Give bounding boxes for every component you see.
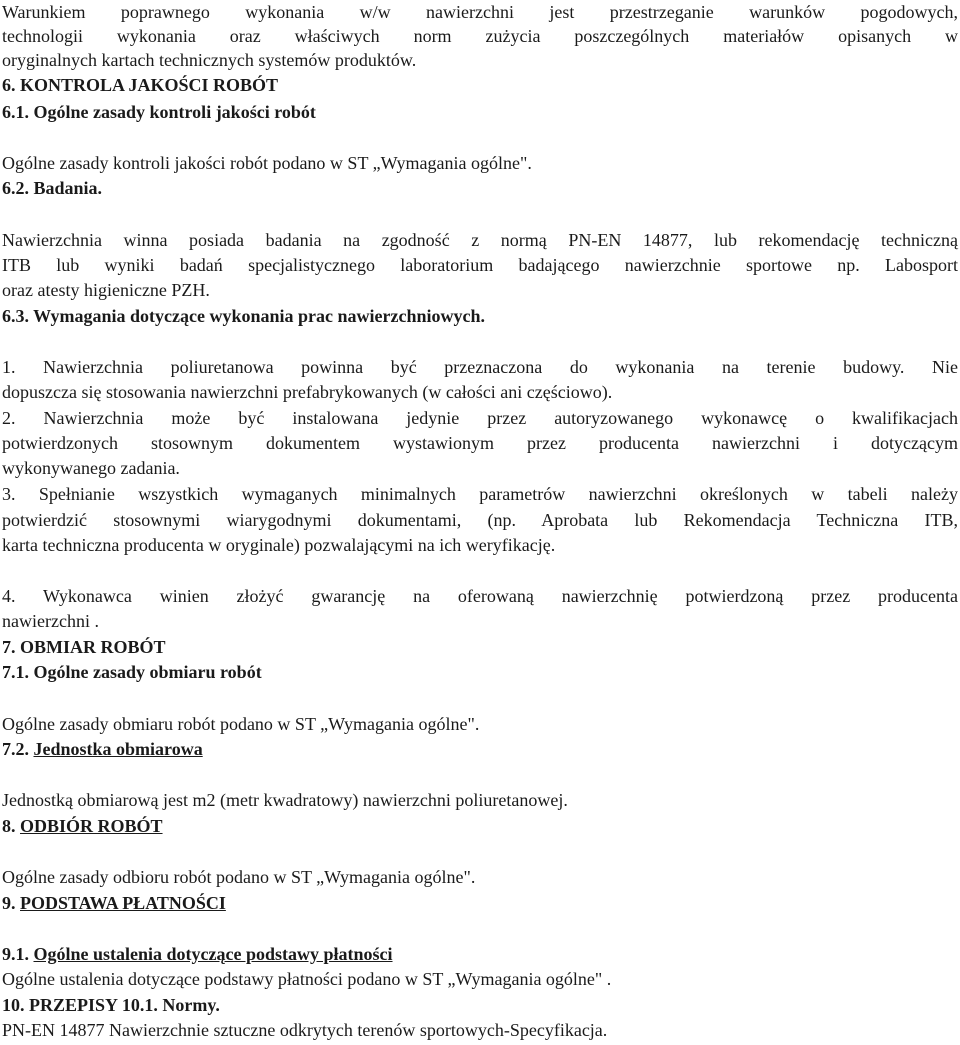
subsection-heading-7-1: 7.1. Ogólne zasady obmiaru robót <box>2 662 262 682</box>
paragraph-line: oraz atesty higieniczne PZH. <box>2 280 210 300</box>
heading-text: PODSTAWA PŁATNOŚCI <box>20 893 226 913</box>
paragraph-line: oryginalnych kartach technicznych systemów produktów. <box>2 50 417 70</box>
heading-text: Ogólne ustalenia dotyczące podstawy płatności <box>33 944 393 964</box>
list-item-line: karta techniczna producenta w oryginale) pozwalającymi na ich weryfikację. <box>2 535 556 555</box>
heading-number: 9. <box>2 893 16 913</box>
subsection-heading-6-1: 6.1. Ogólne zasady kontroli jakości robót <box>2 102 316 122</box>
paragraph-line: Ogólne zasady odbioru robót podano w ST „Wymagania ogólne". <box>2 867 476 887</box>
subsection-heading-6-3: 6.3. Wymagania dotyczące wykonania prac nawierzchniowych. <box>2 306 485 326</box>
subsection-heading-6-2: 6.2. Badania. <box>2 178 103 198</box>
heading-number: 9.1. <box>2 944 29 964</box>
section-heading-9 <box>2 891 226 915</box>
heading-number: 8. <box>2 816 16 836</box>
heading-text: ODBIÓR ROBÓT <box>20 816 163 836</box>
section-heading-8 <box>2 814 163 838</box>
paragraph-line: Warunkiem poprawnego wykonania w/w nawierzchni jest przestrzeganie warunków pogodowych, <box>2 2 958 22</box>
subsection-heading-7-2 <box>2 737 203 761</box>
list-item-line: 3. Spełnianie wszystkich wymaganych minimalnych parametrów nawierzchni określonych w tabeli należy <box>2 484 958 504</box>
paragraph-line: Jednostką obmiarową jest m2 (metr kwadratowy) nawierzchni poliuretanowej. <box>2 790 568 810</box>
paragraph-line: ITB lub wyniki badań specjalistycznego laboratorium badającego nawierzchnie sportowe np. Labosport <box>2 255 958 275</box>
list-item-line: 2. Nawierzchnia może być instalowana jedynie przez autoryzowanego wykonawcę o kwalifikacjach <box>2 408 958 428</box>
paragraph-line: Ogólne ustalenia dotyczące podstawy płatności podano w ST „Wymagania ogólne" . <box>2 969 612 989</box>
paragraph-line: technologii wykonania oraz właściwych norm zużycia poszczególnych materiałów opisanych w <box>2 26 958 46</box>
list-item-line: potwierdzić stosownymi wiarygodnymi dokumentami, (np. Aprobata lub Rekomendacja Techniczna ITB, <box>2 510 958 530</box>
paragraph-line: Nawierzchnia winna posiada badania na zgodność z normą PN-EN 14877, lub rekomendację techniczną <box>2 230 958 250</box>
list-item-line: 1. Nawierzchnia poliuretanowa powinna być przeznaczona do wykonania na terenie budowy. Nie <box>2 357 958 377</box>
list-item-line: wykonywanego zadania. <box>2 458 180 478</box>
paragraph-line: Ogólne zasady obmiaru robót podano w ST „Wymagania ogólne". <box>2 714 480 734</box>
subsection-heading-9-1 <box>2 942 393 966</box>
paragraph-line: Ogólne zasady kontroli jakości robót podano w ST „Wymagania ogólne". <box>2 153 532 173</box>
paragraph-line: PN-EN 14877 Nawierzchnie sztuczne odkrytych terenów sportowych-Specyfikacja. <box>2 1020 608 1040</box>
section-heading-6: 6. KONTROLA JAKOŚCI ROBÓT <box>2 75 279 95</box>
list-item-line: 4. Wykonawca winien złożyć gwarancję na oferowaną nawierzchnię potwierdzoną przez producenta <box>2 586 958 606</box>
section-heading-7: 7. OBMIAR ROBÓT <box>2 637 166 657</box>
list-item-line: nawierzchni . <box>2 611 99 631</box>
list-item-line: potwierdzonych stosownym dokumentem wystawionym przez producenta nawierzchni i dotyczącym <box>2 433 958 453</box>
section-heading-10: 10. PRZEPISY 10.1. Normy. <box>2 995 220 1015</box>
heading-text: Jednostka obmiarowa <box>33 739 203 759</box>
heading-number: 7.2. <box>2 739 29 759</box>
list-item-line: dopuszcza się stosowania nawierzchni prefabrykowanych (w całości ani częściowo). <box>2 382 613 402</box>
